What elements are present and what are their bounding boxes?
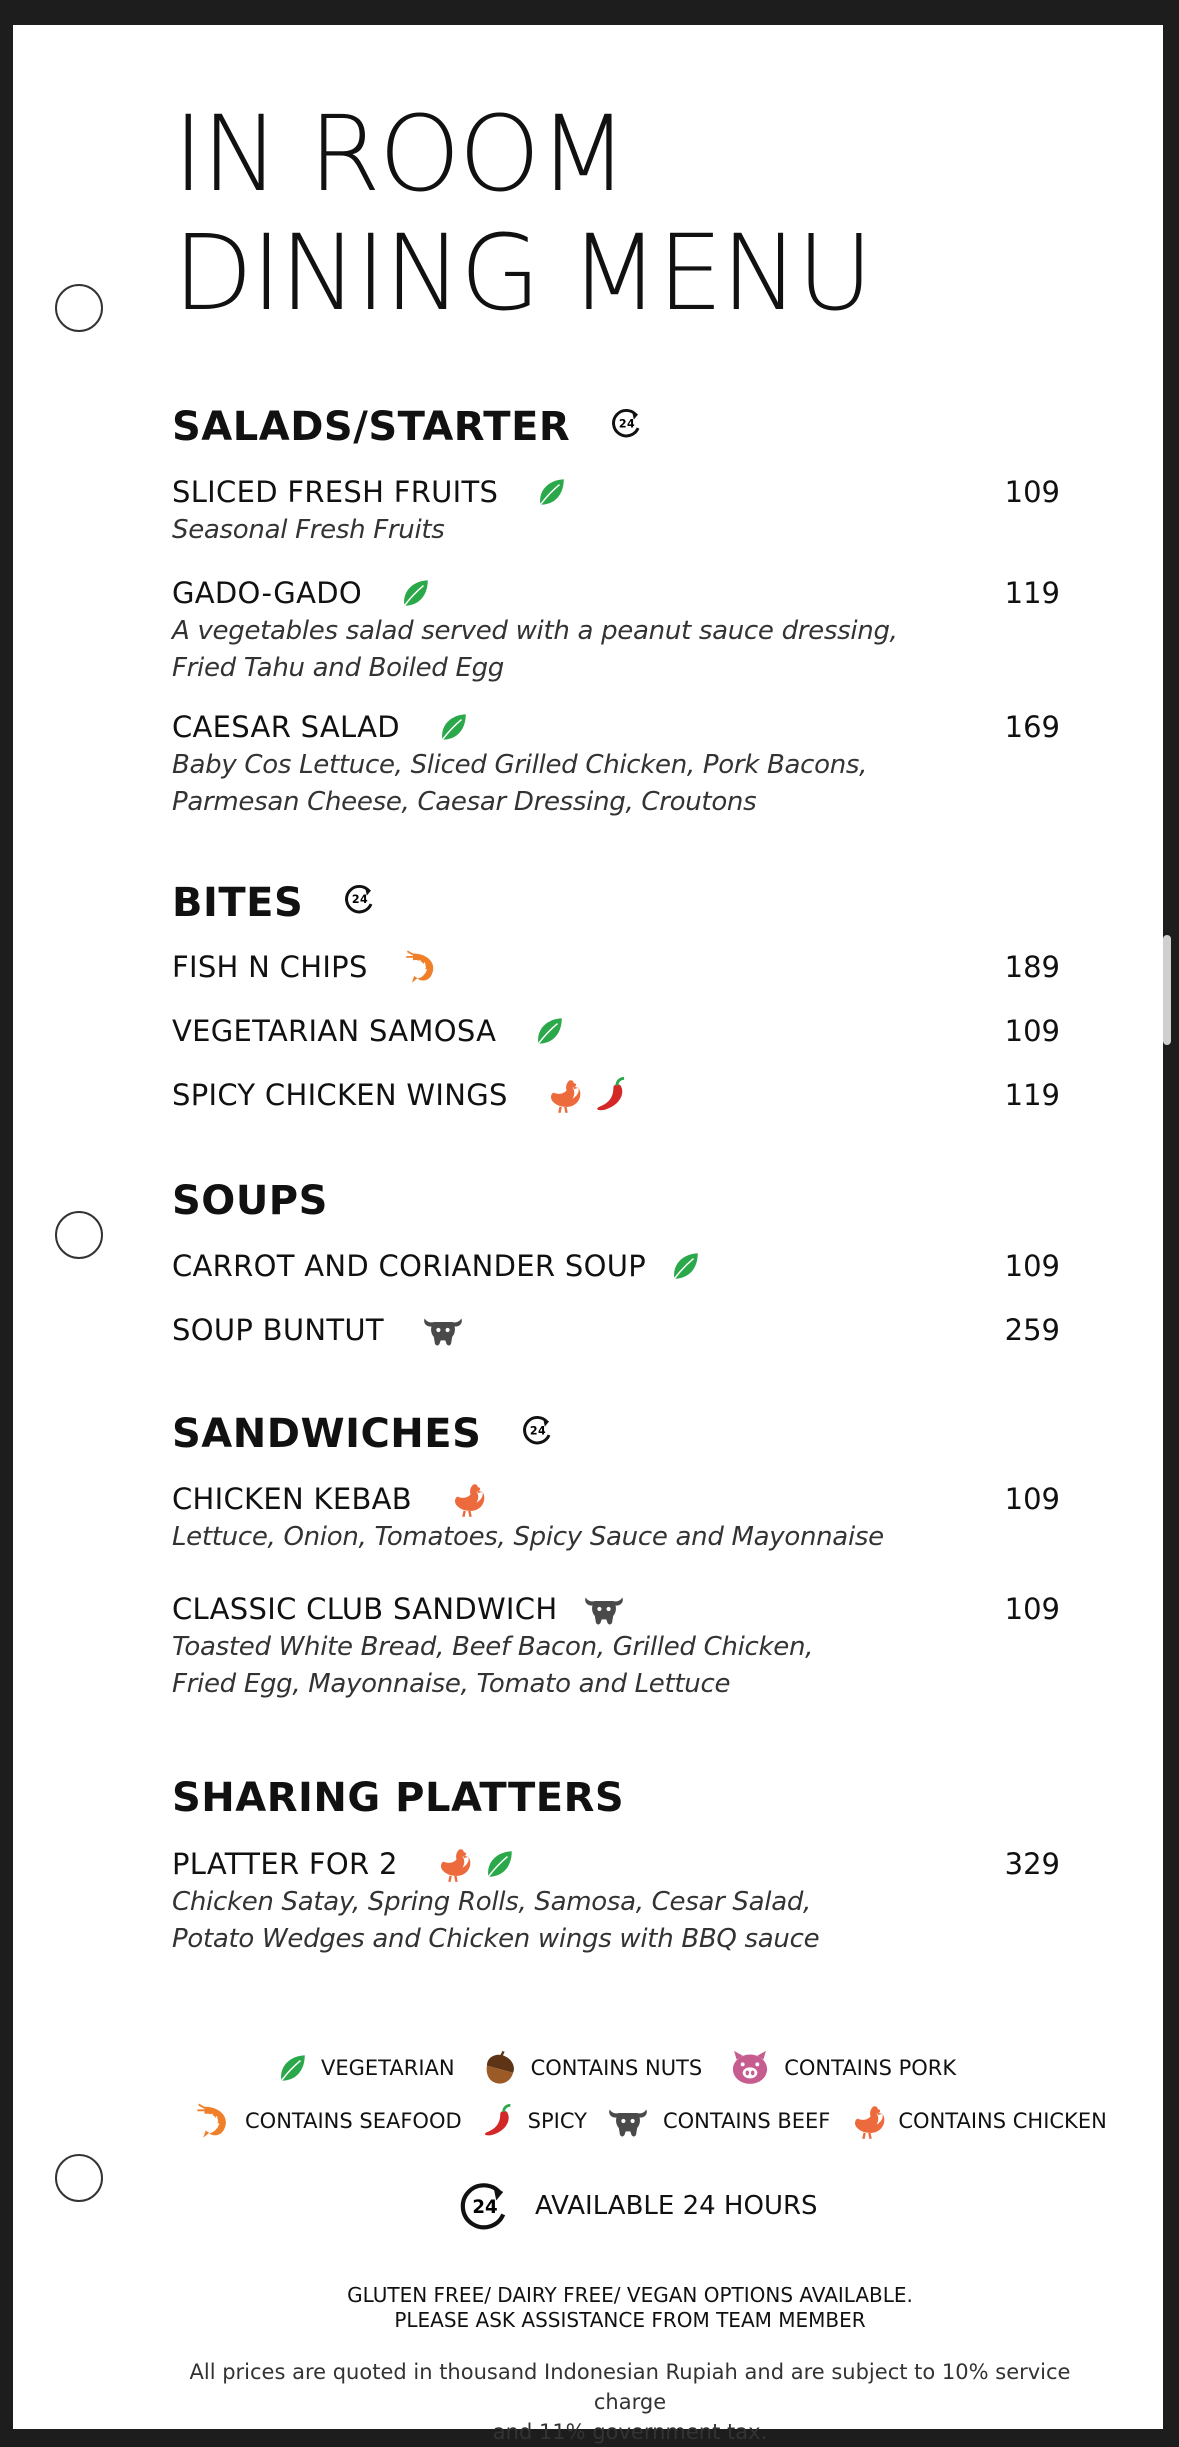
svg-text:24: 24 — [619, 417, 636, 431]
legend-pork-label: CONTAINS PORK — [784, 2056, 957, 2080]
item-description-line2: Fried Egg, Mayonnaise, Tomato and Lettuce — [172, 1669, 731, 1699]
item-description-line2: Fried Tahu and Boiled Egg — [172, 653, 505, 683]
legend-beef-label: CONTAINS BEEF — [662, 2109, 831, 2133]
pricing-note-line2: and 11% government tax. — [492, 2420, 768, 2444]
item-price: 109 — [1004, 475, 1060, 509]
section-soups-heading — [172, 1178, 328, 1224]
vegetarian-leaf-icon — [398, 576, 432, 610]
pork-icon — [728, 2048, 772, 2088]
item-price: 109 — [1004, 1592, 1060, 1626]
section-sandwiches-heading — [172, 1411, 555, 1457]
legend-row-1 — [275, 2048, 956, 2088]
item-price: 169 — [1004, 710, 1060, 744]
legend-pork — [728, 2048, 956, 2088]
menu-item-spicy-chicken-wings — [172, 1075, 1060, 1115]
legend-nuts — [481, 2049, 703, 2087]
vegetarian-leaf-icon — [275, 2051, 309, 2085]
section-salads-title: SALADS/STARTER — [172, 404, 571, 450]
item-name: SPICY CHICKEN WINGS — [172, 1078, 508, 1112]
legend-available-24-label: AVAILABLE 24 HOURS — [535, 2191, 818, 2221]
item-price: 119 — [1004, 1078, 1060, 1112]
legend-seafood-label: CONTAINS SEAFOOD — [245, 2109, 462, 2133]
menu-item-caesar-salad — [172, 707, 1060, 821]
vegetarian-leaf-icon — [532, 1014, 566, 1048]
legend-spicy — [480, 2103, 587, 2139]
dietary-note — [180, 2283, 1080, 2333]
pricing-note — [175, 2357, 1085, 2447]
vegetarian-leaf-icon — [534, 475, 568, 509]
spicy-chili-icon — [592, 1076, 630, 1114]
section-bites-title: BITES — [172, 880, 304, 926]
section-platters-title: SHARING PLATTERS — [172, 1775, 625, 1821]
item-price: 109 — [1004, 1014, 1060, 1048]
item-price: 329 — [1004, 1847, 1060, 1881]
dietary-note-line2: PLEASE ASK ASSISTANCE FROM TEAM MEMBER — [394, 2308, 866, 2332]
beef-icon — [605, 2102, 651, 2140]
legend-seafood — [195, 2102, 462, 2140]
legend-vegetarian — [275, 2051, 455, 2085]
vegetarian-leaf-icon — [436, 710, 470, 744]
item-description-line2: Potato Wedges and Chicken wings with BBQ sauce — [172, 1924, 820, 1954]
menu-title — [173, 95, 871, 333]
item-name: CAESAR SALAD — [172, 710, 400, 744]
item-description-line2: Parmesan Cheese, Caesar Dressing, Croutons — [172, 787, 757, 817]
item-name: VEGETARIAN SAMOSA — [172, 1014, 497, 1048]
svg-text:24: 24 — [352, 893, 369, 907]
menu-title-line1: IN ROOM — [173, 93, 627, 215]
chicken-icon — [434, 1845, 472, 1883]
item-description-line1: A vegetables salad served with a peanut sauce dressing, — [172, 616, 898, 646]
item-name: PLATTER FOR 2 — [172, 1847, 398, 1881]
dietary-note-line1: GLUTEN FREE/ DAIRY FREE/ VEGAN OPTIONS AVAILABLE. — [347, 2283, 913, 2307]
seafood-shrimp-icon — [195, 2102, 233, 2140]
menu-item-chicken-kebab — [172, 1479, 1060, 1556]
beef-icon — [581, 1590, 627, 1628]
pricing-note-line1: All prices are quoted in thousand Indonesian Rupiah and are subject to 10% service charge — [189, 2360, 1071, 2414]
legend-chicken — [848, 2102, 1106, 2140]
item-description-line1: Baby Cos Lettuce, Sliced Grilled Chicken, Pork Bacons, — [172, 750, 868, 780]
legend-beef — [605, 2102, 830, 2140]
menu-item-fish-n-chips — [172, 947, 1060, 987]
section-sandwiches-title: SANDWICHES — [172, 1411, 482, 1457]
section-soups-title: SOUPS — [172, 1178, 328, 1224]
item-price: 259 — [1004, 1313, 1060, 1347]
binder-hole — [55, 2154, 103, 2202]
vegetarian-leaf-icon — [668, 1249, 702, 1283]
section-bites-heading — [172, 880, 377, 926]
menu-item-classic-club-sandwich — [172, 1589, 1060, 1703]
item-price: 109 — [1004, 1249, 1060, 1283]
section-salads-heading — [172, 404, 644, 450]
item-name: GADO-GADO — [172, 576, 362, 610]
svg-text:24: 24 — [472, 2197, 498, 2218]
item-price: 109 — [1004, 1482, 1060, 1516]
available-24-icon — [457, 2178, 513, 2234]
legend-chicken-label: CONTAINS CHICKEN — [898, 2109, 1107, 2133]
item-description: Lettuce, Onion, Tomatoes, Spicy Sauce and Mayonnaise — [172, 1522, 884, 1552]
seafood-shrimp-icon — [404, 949, 440, 985]
item-description-line1: Chicken Satay, Spring Rolls, Samosa, Cesar Salad, — [172, 1887, 811, 1917]
svg-text:24: 24 — [530, 1424, 547, 1438]
available-24-icon — [343, 880, 377, 926]
item-description-line1: Toasted White Bread, Beef Bacon, Grilled Chicken, — [172, 1632, 814, 1662]
menu-item-vegetarian-samosa — [172, 1011, 1060, 1051]
binder-hole — [55, 284, 103, 332]
legend-vegetarian-label: VEGETARIAN — [321, 2056, 455, 2080]
item-name: SLICED FRESH FRUITS — [172, 475, 499, 509]
legend-spicy-label: SPICY — [527, 2109, 587, 2133]
beef-icon — [420, 1311, 466, 1349]
legend-row-2 — [195, 2102, 1107, 2140]
item-name: SOUP BUNTUT — [172, 1313, 384, 1347]
menu-item-sliced-fresh-fruits — [172, 472, 1060, 549]
menu-item-soup-buntut — [172, 1310, 1060, 1350]
scrollbar-thumb[interactable] — [1163, 935, 1171, 1045]
vegetarian-leaf-icon — [482, 1847, 516, 1881]
item-description: Seasonal Fresh Fruits — [172, 515, 445, 545]
chicken-icon — [848, 2102, 886, 2140]
item-name: CHICKEN KEBAB — [172, 1482, 412, 1516]
item-price: 119 — [1004, 576, 1060, 610]
spicy-chili-icon — [480, 2103, 516, 2139]
available-24-icon — [610, 404, 644, 450]
legend-nuts-label: CONTAINS NUTS — [530, 2056, 703, 2080]
chicken-icon — [448, 1480, 486, 1518]
item-name: CARROT AND CORIANDER SOUP — [172, 1249, 647, 1283]
binder-hole — [55, 1211, 103, 1259]
legend-available-24 — [457, 2178, 818, 2234]
chicken-icon — [544, 1076, 582, 1114]
section-platters-heading — [172, 1775, 624, 1821]
menu-item-gado-gado — [172, 573, 1060, 687]
item-price: 189 — [1004, 950, 1060, 984]
menu-title-line2: DINING MENU — [173, 212, 872, 334]
nuts-icon — [481, 2049, 519, 2087]
available-24-icon — [521, 1411, 555, 1457]
item-name: CLASSIC CLUB SANDWICH — [172, 1592, 558, 1626]
item-name: FISH N CHIPS — [172, 950, 368, 984]
menu-item-platter-for-2 — [172, 1844, 1060, 1958]
menu-item-carrot-coriander-soup — [172, 1246, 1060, 1286]
